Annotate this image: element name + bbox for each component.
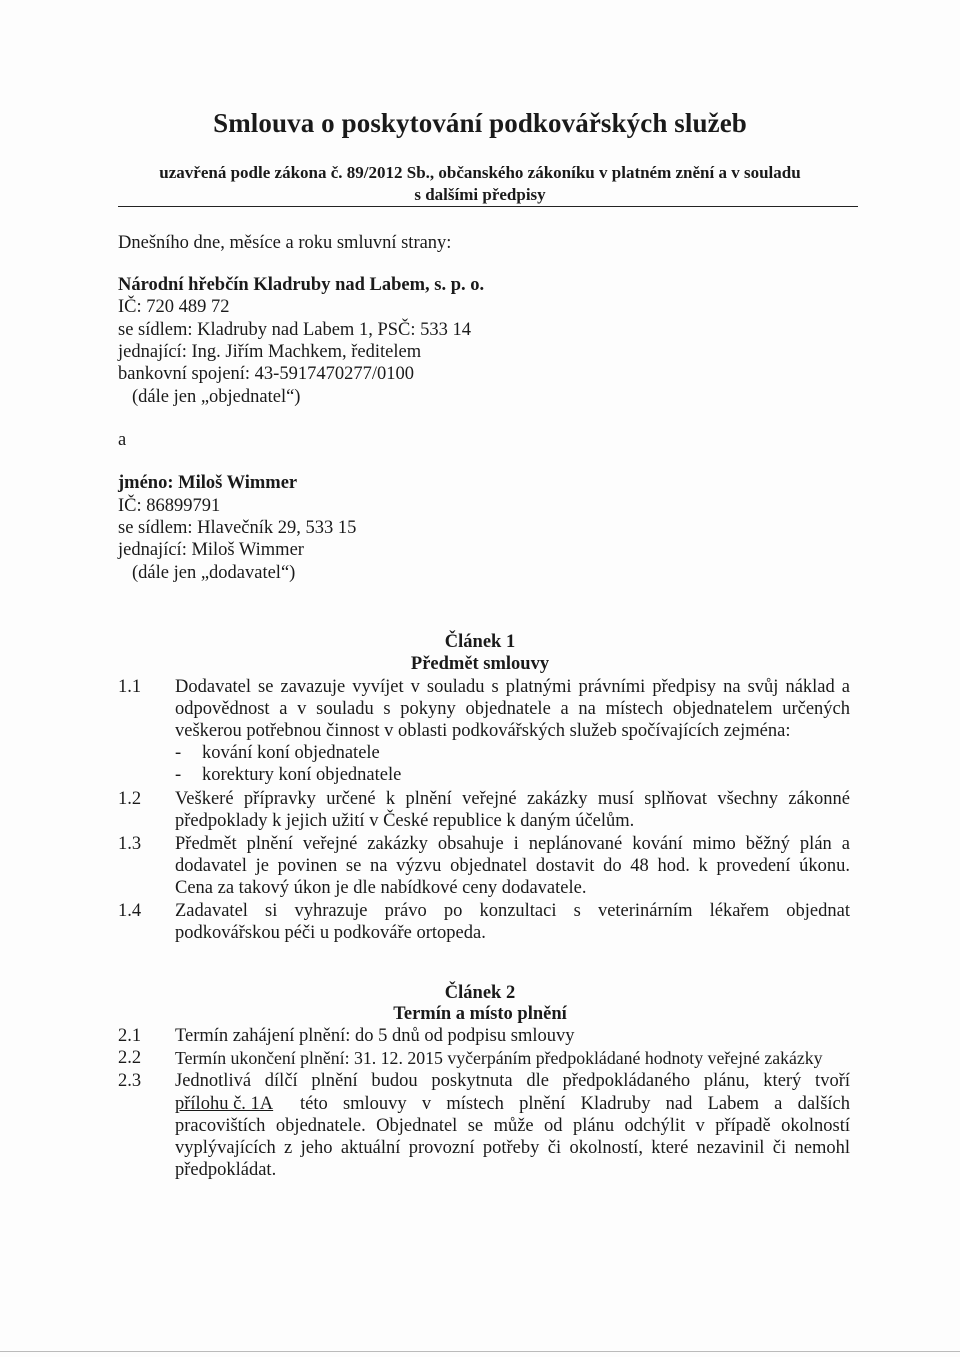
clause-number: 1.4 (118, 901, 142, 921)
party1-seat: se sídlem: Kladruby nad Labem 1, PSČ: 533 14 (118, 320, 472, 340)
document-subtitle-line2: s dalšími předpisy (414, 185, 546, 204)
clause-line: Předmět plnění veřejné zakázky obsahuje i neplánované kování mimo běžný plán a (175, 834, 850, 854)
clause-number: 2.1 (118, 1026, 142, 1046)
clause-line: vyplývajících z jeho aktuální provozní potřeby či okolností, které nezavinil či nemohl (175, 1138, 850, 1158)
clause-line: veškerou potřebnou činnost v oblasti podkovářských služeb spočívajících zejména: (175, 721, 791, 741)
conjunction: a (118, 430, 127, 450)
party1-representative: jednající: Ing. Jiřím Machkem, ředitelem (118, 342, 422, 362)
article1-title: Předmět smlouvy (410, 654, 550, 674)
clause-number: 2.3 (118, 1071, 142, 1091)
document-subtitle-line1: uzavřená podle zákona č. 89/2012 Sb., občanského zákoníku v platném znění a v souladu (159, 163, 801, 182)
party2-ic: IČ: 86899791 (118, 496, 221, 516)
clause-number: 1.2 (118, 789, 142, 809)
clause-line: Termín ukončení plnění: 31. 12. 2015 vyčerpáním předpokládané hodnoty veřejné zakázky (175, 1048, 823, 1068)
clause-line: Termín zahájení plnění: do 5 dnů od podpisu smlouvy (175, 1026, 575, 1046)
party1-ic: IČ: 720 489 72 (118, 297, 230, 317)
party2-representative: jednající: Miloš Wimmer (118, 540, 304, 560)
clause-line: této smlouvy v místech plnění Kladruby nad Labem a dalších (300, 1094, 850, 1114)
clause-line: dodavatel je povinen se na výzvu objednatel dostavit do 48 hod. k provedení úkonu. (175, 856, 850, 876)
bullet-item: korektury koní objednatele (202, 765, 402, 785)
clause-line: podkovářskou péči u podkováře ortopeda. (175, 923, 486, 943)
document-title: Smlouva o poskytování podkovářských služeb (213, 108, 747, 138)
intro-text: Dnešního dne, měsíce a roku smluvní strany: (118, 233, 452, 253)
attachment-link[interactable]: přílohu č. 1A (175, 1094, 274, 1114)
bullet-dash: - (175, 743, 182, 763)
party1-alias: (dále jen „objednatel“) (132, 387, 301, 407)
party1-name: Národní hřebčín Kladruby nad Labem, s. p. o. (118, 275, 485, 295)
clause-line: Dodavatel se zavazuje vyvíjet v souladu s platnými právními předpisy na svůj náklad a (175, 677, 850, 697)
bullet-dash: - (175, 765, 182, 785)
article2-heading: Článek 2 (444, 983, 516, 1003)
clause-line: pracovištích objednatele. Objednatel se může od plánu odchýlit v případě okolností (175, 1116, 850, 1136)
clause-number: 1.1 (118, 677, 142, 697)
header-divider (118, 206, 858, 207)
bullet-item: kování koní objednatele (202, 743, 380, 763)
party2-alias: (dále jen „dodavatel“) (132, 563, 296, 583)
article2-title: Termín a místo plnění (393, 1004, 567, 1024)
clause-line: předpoklady k jejich užití v České republice k daným účelům. (175, 811, 635, 831)
clause-number: 2.2 (118, 1048, 142, 1068)
article1-heading: Článek 1 (444, 632, 516, 652)
clause-line: Veškeré přípravky určené k plnění veřejné zakázky musí splňovat všechny zákonné (175, 789, 850, 809)
clause-line: Jednotlivá dílčí plnění budou poskytnuta dle předpokládaného plánu, který tvoří (175, 1071, 850, 1091)
page-bottom-edge (0, 1351, 960, 1352)
party1-bank: bankovní spojení: 43-5917470277/0100 (118, 364, 414, 384)
clause-line: předpokládat. (175, 1160, 277, 1180)
clause-line: Zadavatel si vyhrazuje právo po konzultaci s veterinárním lékařem objednat (175, 901, 850, 921)
clause-number: 1.3 (118, 834, 142, 854)
party2-seat: se sídlem: Hlavečník 29, 533 15 (118, 518, 357, 538)
clause-line: Cena za takový úkon je dle nabídkové ceny dodavatele. (175, 878, 587, 898)
party2-name: jméno: Miloš Wimmer (118, 473, 298, 493)
clause-line: odpovědnost a v souladu s pokyny objednatele a na místech objednatelem určených (175, 699, 850, 719)
